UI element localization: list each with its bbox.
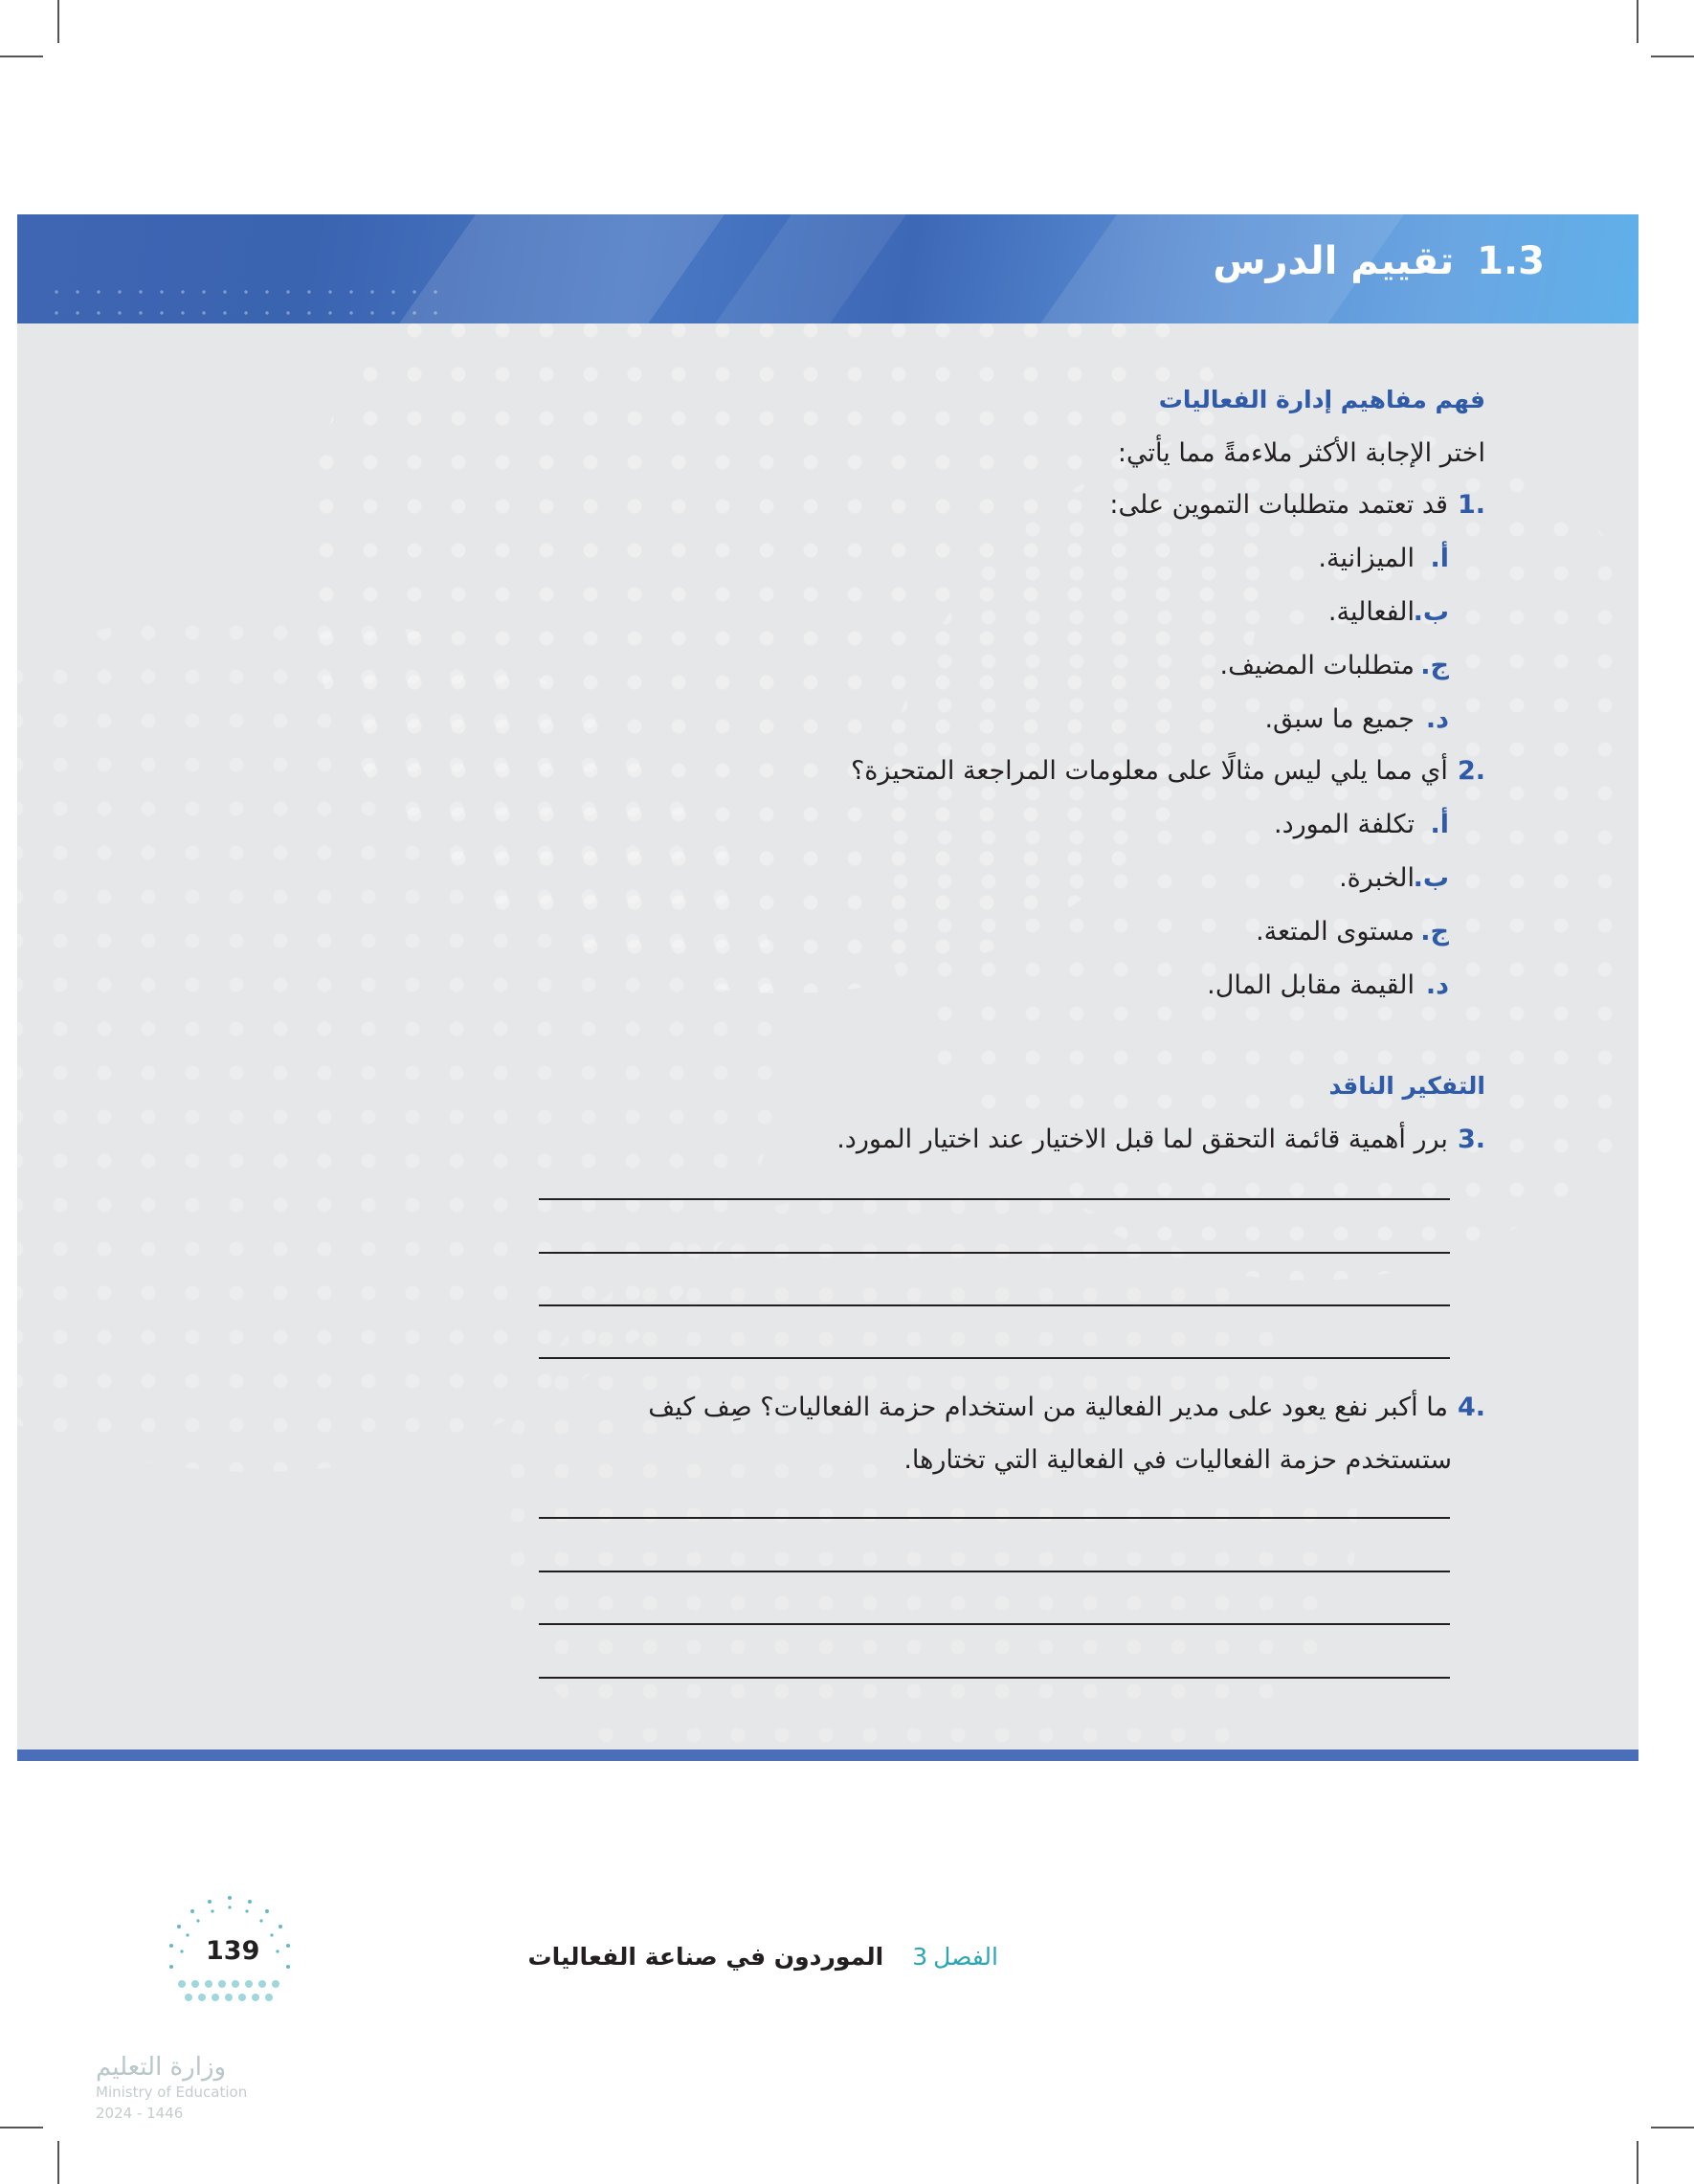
answer-line[interactable] xyxy=(539,1304,1450,1306)
page-number: 139 xyxy=(206,1936,260,1966)
question-4-continuation: ستستخدم حزمة الفعاليات في الفعالية التي تختارها. xyxy=(903,1445,1452,1475)
crop-mark xyxy=(1651,2127,1694,2128)
crop-mark xyxy=(0,2127,43,2128)
option-letter: أ. xyxy=(1430,544,1449,573)
question-1 xyxy=(1109,490,1485,520)
option-item xyxy=(1328,597,1449,627)
question-text: برر أهمية قائمة التحقق لما قبل الاختيار عند اختيار المورد. xyxy=(836,1125,1448,1154)
answer-line[interactable] xyxy=(539,1252,1450,1254)
lesson-title xyxy=(1213,239,1545,283)
section-heading-critical-thinking: التفكير الناقد xyxy=(1328,1072,1485,1100)
crop-mark xyxy=(57,0,59,43)
question-3 xyxy=(836,1125,1485,1154)
question-text: أي مما يلي ليس مثالًا على معلومات المراجعة المتحيزة؟ xyxy=(850,756,1448,786)
answer-line[interactable] xyxy=(539,1677,1450,1679)
chapter-label: الفصل xyxy=(933,1943,998,1971)
crop-mark xyxy=(1637,2141,1638,2184)
question-text: قد تعتمد متطلبات التموين على: xyxy=(1109,490,1448,520)
answer-line[interactable] xyxy=(539,1623,1450,1625)
option-text: مستوى المتعة. xyxy=(1256,917,1415,947)
question-2 xyxy=(851,756,1485,786)
option-text: الفعالية. xyxy=(1327,597,1415,627)
option-item xyxy=(1264,704,1449,734)
option-letter: د. xyxy=(1425,704,1449,734)
lesson-title-text: تقييم الدرس xyxy=(1213,239,1455,283)
panel-bottom-border xyxy=(17,1749,1638,1761)
answer-line[interactable] xyxy=(539,1517,1450,1519)
option-item xyxy=(1318,544,1449,573)
option-item xyxy=(1339,863,1449,893)
instruction-text: اختر الإجابة الأكثر ملاءمةً مما يأتي: xyxy=(1117,438,1485,468)
question-number: .3 xyxy=(1457,1125,1485,1154)
chapter-title: الموردون في صناعة الفعاليات xyxy=(527,1943,884,1971)
option-item xyxy=(1274,810,1449,839)
option-text: الخبرة. xyxy=(1339,863,1415,893)
option-text: القيمة مقابل المال. xyxy=(1207,970,1415,1000)
option-text: متطلبات المضيف. xyxy=(1219,651,1415,680)
option-letter: أ. xyxy=(1430,810,1449,839)
section-heading-concepts: فهم مفاهيم إدارة الفعاليات xyxy=(1158,386,1485,413)
option-letter: ج. xyxy=(1420,651,1449,680)
lesson-number: 1.3 xyxy=(1477,239,1545,283)
option-letter: ب. xyxy=(1413,597,1449,627)
option-letter: د. xyxy=(1425,970,1449,1000)
ministry-name-ar: وزارة التعليم xyxy=(96,2053,227,2082)
ministry-year: 2024 - 1446 xyxy=(96,2105,184,2122)
question-text-line1: ما أكبر نفع يعود على مدير الفعالية من استخدام حزمة الفعاليات؟ صِف كيف xyxy=(648,1393,1448,1422)
crop-mark xyxy=(57,2141,59,2184)
answer-line[interactable] xyxy=(539,1357,1450,1359)
option-letter: ب. xyxy=(1413,863,1449,893)
crop-mark xyxy=(1637,0,1638,43)
option-item xyxy=(1219,651,1449,680)
answer-line[interactable] xyxy=(539,1571,1450,1572)
crop-mark xyxy=(1651,56,1694,57)
ministry-name-en: Ministry of Education xyxy=(96,2084,248,2101)
option-text: الميزانية. xyxy=(1318,544,1415,573)
question-number: .4 xyxy=(1457,1393,1485,1422)
option-item xyxy=(1256,917,1449,947)
assessment-panel xyxy=(17,323,1638,1749)
question-number: .2 xyxy=(1457,756,1485,786)
option-text: تكلفة المورد. xyxy=(1273,810,1415,839)
chapter-number: 3 xyxy=(912,1943,928,1971)
option-text: جميع ما سبق. xyxy=(1264,704,1415,734)
option-letter: ج. xyxy=(1420,917,1449,947)
crop-mark xyxy=(0,56,43,57)
question-number: .1 xyxy=(1457,490,1485,520)
answer-line[interactable] xyxy=(539,1198,1450,1200)
chapter-footer xyxy=(527,1943,998,1971)
option-item xyxy=(1207,970,1449,1000)
question-4 xyxy=(648,1393,1485,1422)
